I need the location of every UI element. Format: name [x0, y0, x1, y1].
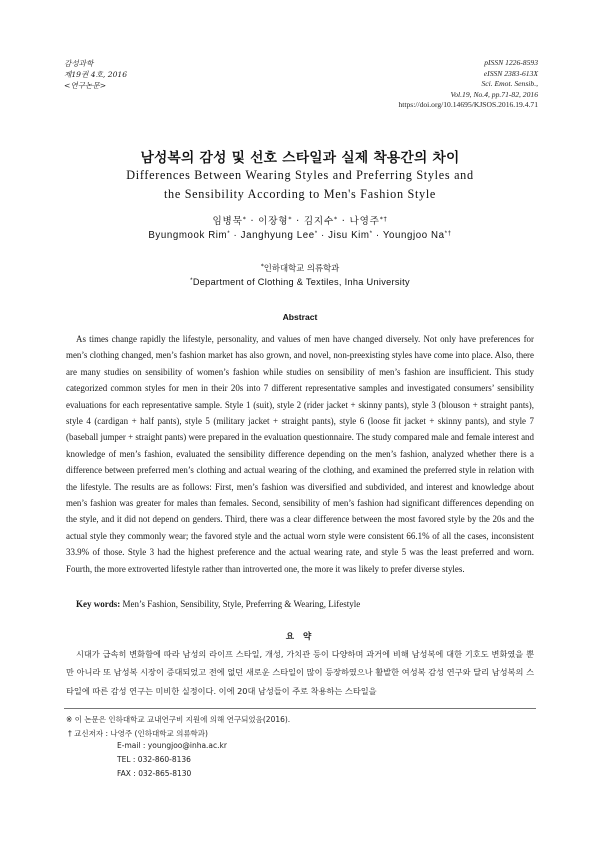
- korean-summary-heading: 요 약: [285, 632, 315, 642]
- contact-email[interactable]: E-mail : youngjoo@inha.ac.kr: [117, 741, 227, 750]
- title-english: [0, 166, 600, 204]
- reference-mark-icon: ※: [66, 715, 73, 724]
- pissn: pISSN 1226-8593: [484, 58, 538, 67]
- journal-name: 감성과학: [64, 59, 94, 68]
- footnote-corresponding-author: † 교신저자 : 나영주 (인하대학교 의류학과): [68, 729, 208, 738]
- affiliation-english: *Department of Clothing & Textiles, Inha University: [190, 277, 410, 287]
- doi-link[interactable]: https://doi.org/10.14695/KJSOS.2016.19.4.71: [398, 100, 538, 110]
- title-english-line-2: the Sensibility According to Men's Fashion Style: [163, 187, 437, 201]
- abstract-heading: Abstract: [282, 312, 318, 322]
- footnote-divider: [64, 708, 536, 709]
- authors-korean: [0, 213, 600, 227]
- dagger-mark-icon: †: [68, 729, 72, 738]
- keywords-list: Men’s Fashion, Sensibility, Style, Preferring & Wearing, Lifestyle: [122, 599, 361, 609]
- abstract-body: As times change rapidly the lifestyle, personality, and values of men have changed diversely. Not only have preferences for men’s clothing changed, men’s fashion market has also grown, and novel, non-preexisting styles have come into place. Also, there are many studies on sensibility of women’s fashion while studies on sensibility of men’s fashion are insufficient. This study categorized common styles for men in their 20s into 7 different representative samples and investigated consumers’ sensibility evaluations for each representative sample. Style 1 (suit), style 2 (rider jacket + skinny pants), style 3 (blouson + straight pants), style 4 (cardigan + half pants), style 5 (military jacket + straight pants), style 6 (loose fit jacket + skinny pants), and style 7 (baseball jumper + straight pants) were prepared in the evaluation questionnaire. The study compared male and female interest and knowledge of men’s fashion, evaluated the sensibility difference depending on the men’s fashion, analyzed whether there is a difference between preferred men’s clothing and actual wearing of the clothing, and examined the preferred style in relation with the lifestyle. The results are as follows: First, men’s fashion was diversified and subdivided, and interest and knowledge about men’s fashion was greater for males than females. Second, sensibility of men’s fashion had significant differences depending on the style, and it did not depend on genders. Third, there was a clear difference between the most favored style by the 20s and the actual style they commonly wear; the favored style and the actual worn style were consistent 66.1% of all the cases, inconsistent 33.9% of those. Style 3 had the highest preference and the actual wearing rate, and style 5 was the least preferred and worn. Fourth, the more extroverted lifestyle rather than introverted one, the more it was likely to prefer diverse styles.: [66, 334, 534, 574]
- author-en-3: Jisu Kim* ·: [328, 230, 383, 241]
- author-en-2: Janghyung Lee* ·: [240, 230, 329, 241]
- journal-abbreviation: Sci. Emot. Sensib.,: [481, 79, 538, 89]
- footnote-funding: ※ 이 논문은 인하대학교 교내연구비 지원에 의해 연구되었음(2016).: [66, 715, 291, 724]
- title-korean: 남성복의 감성 및 선호 스타일과 실제 착용간의 차이: [140, 150, 460, 166]
- authors-english: [0, 230, 600, 241]
- journal-header-right: [398, 58, 538, 111]
- author-ko-2: 이장형* ·: [258, 216, 304, 227]
- korean-summary-body: 시대가 급속히 변화함에 따라 남성의 라이프 스타일, 개성, 가치관 등이 다양하며 과거에 비해 남성복에 대한 기호도 변화였을 뿐만 아니라 또 남성복 시장이 증대되었고 전에 없던 새로운 스타일이 많이 등장하였으나 활발한 여성복 감성 연구와 달리 남성복의 스타일에 따른 감성 연구는 미비한 실정이다. 이에 20대 남성들이 주로 착용하는 스타일을: [66, 649, 534, 696]
- title-english-line-1: Differences Between Wearing Styles and Preferring Styles and: [126, 168, 474, 182]
- keywords: [76, 599, 360, 609]
- eissn: eISSN 2383-613X: [483, 68, 538, 78]
- affiliation-korean: *인하대학교 의류학과: [260, 263, 340, 273]
- author-en-4: Youngjoo Na*†: [382, 230, 452, 241]
- citation: Vol.19, No.4, pp.71-82, 2016: [450, 89, 538, 99]
- article-type: <연구논문>: [64, 81, 107, 90]
- contact-tel: TEL : 032-860-8136: [117, 755, 191, 764]
- author-en-1: Byungmook Rim* ·: [148, 230, 241, 241]
- keywords-label: Key words:: [76, 599, 121, 609]
- author-ko-1: 임병묵* ·: [212, 216, 259, 227]
- contact-fax: FAX : 032-865-8130: [117, 769, 192, 778]
- volume-issue: 제19권 4호, 2016: [64, 70, 128, 79]
- author-ko-4: 나영주*†: [349, 216, 388, 227]
- journal-header-left: [64, 58, 127, 91]
- author-ko-3: 김지수* ·: [303, 216, 350, 227]
